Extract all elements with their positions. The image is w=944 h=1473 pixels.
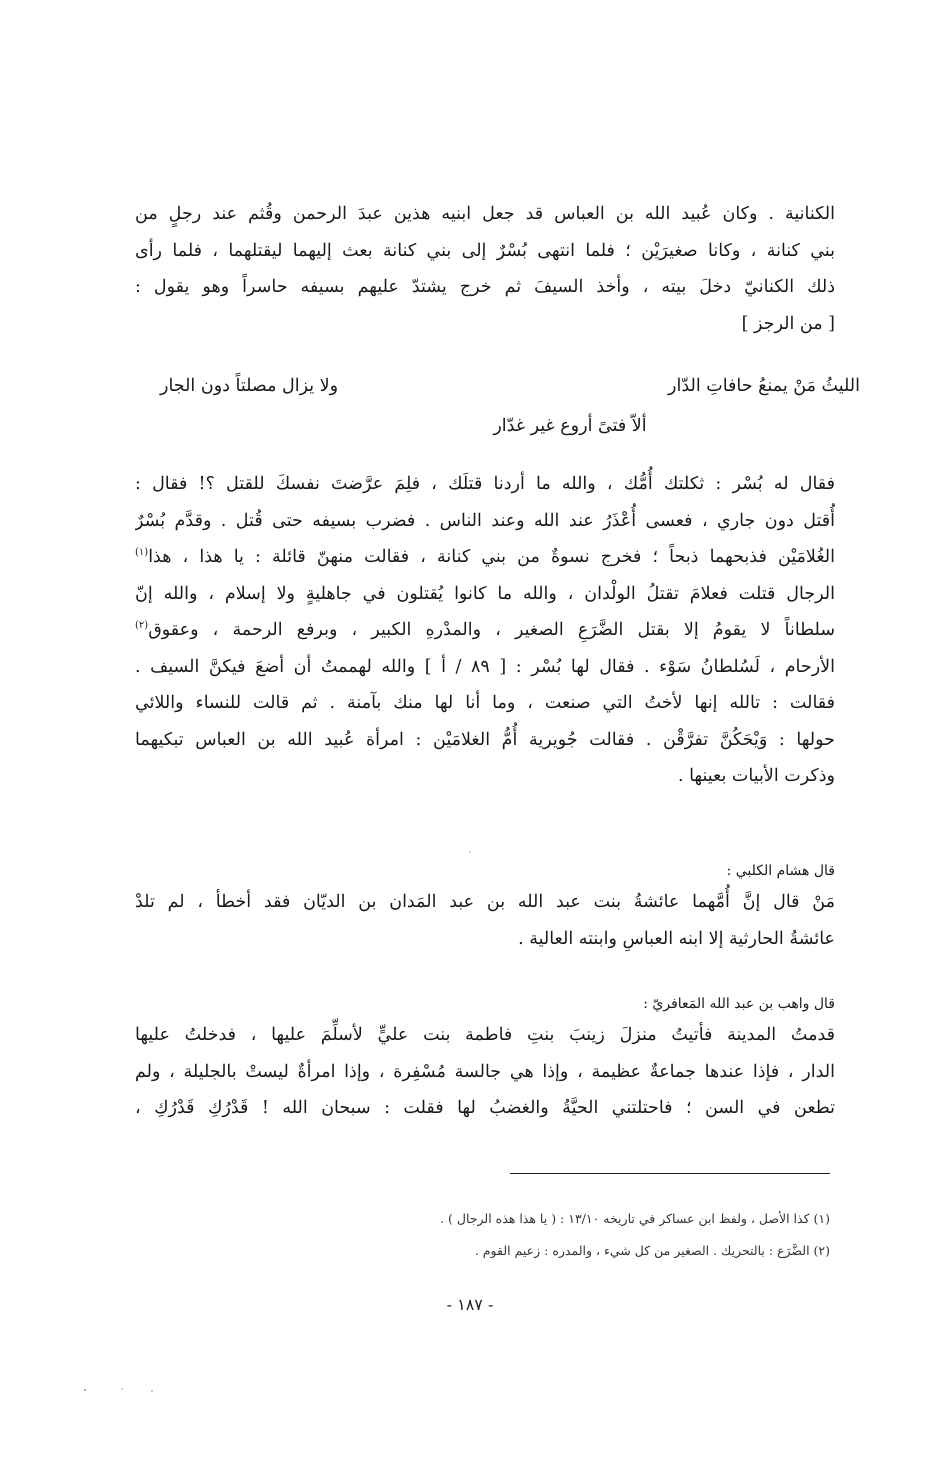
paragraph-2-line: الأرحام ، لَسُلطانُ سَوْء . فقال لها بُسْر : [ ٨٩ / أ ] والله لهممتُ أن أضعَ فيكنَّ السيف .	[135, 656, 835, 677]
page-number: - ١٨٧ -	[446, 1295, 494, 1314]
paragraph-1-line: الكنانية . وكان عُبيد الله بن العباس قد جعل ابنيه هذين عبدَ الرحمن وقُثم عند رجلٍ من	[135, 204, 835, 224]
section-line: الدار ، فإذا عندها جماعةٌ عظيمة ، وإذا هي جالسة مُسْفِرة ، وإذا امرأةٌ ليستْ بالجليلة ، ولم	[135, 1061, 835, 1082]
verse-hemistich-right: الليثُ مَنْ يمنعُ حافاتِ الدّار	[668, 376, 860, 396]
paragraph-2-text: الغُلامَيْن فذبحهما ذبحاً ؛ فخرج نسوةٌ من بني كنانة ، فقالت منهنّ قائلة : يا هذا ، هذا	[148, 547, 835, 567]
paragraph-1-line: ذلك الكنانيّ دخلَ بيته ، وأخذ السيفَ ثم خرج يشتدّ عليهم بسيفه حاسراً وهو يقول :	[135, 277, 835, 297]
meter-label: [ من الرجز ]	[741, 313, 835, 334]
paragraph-2-line: أُقتل دون جاري ، فعسى أُعْذَرُ عند الله وعند الناس . فضرب بسيفه حتى قُتل . وقدَّم بُسْرٌ	[135, 510, 835, 531]
paragraph-2-line: وذكرت الأبيات بعينها .	[677, 766, 835, 786]
section-line: قدمتُ المدينة فأتيتُ منزلَ زينبَ بنتِ فاطمة بنت عليٍّ لأسلِّمَ عليها ، فدخلتُ عليها	[135, 1025, 835, 1045]
section-line: تطعن في السن ؛ فاحتلتني الحيَّةُ والغضبُ لها فقلت : سبحان الله ! قَدْرُكِ قَدْرُكِ ،	[135, 1098, 835, 1118]
paragraph-1-line: بني كنانة ، وكانا صغيرَيْن ؛ فلما انتهى بُسْرٌ إلى بني كنانة بعث إليهما ليقتلهما ، فلما رأى	[135, 240, 835, 261]
section-heading: قال هشام الكلبي :	[726, 863, 835, 879]
verse-hemistich-left: ولا يزال مصلتاً دون الجار	[160, 376, 339, 396]
paragraph-2-line: فقالت : تالله إنها لأختُ التي صنعت ، وما أنا لها منك بآمنة . ثم قالت للنساء واللائي	[135, 693, 835, 713]
footnote-ref-2: (٢)	[135, 620, 149, 632]
footnote: (١) كذا الأصل ، ولفظ ابن عساكر في تاريخه ١٣/١٠ : ( يا هذا هذه الرجال ) .	[440, 1211, 830, 1226]
footnote: (٢) الضَّرَع : بالتحريك . الصغير من كل شيء ، والمدره : زعيم القوم .	[474, 1243, 830, 1258]
paragraph-2-line: الرجال قتلت فعلامَ تقتلُ الولْدان ، والله ما كانوا يُقتلون في جاهليةٍ ولا إسلام ، والله إنّ	[135, 583, 835, 604]
section-heading: قال واهب بن عبد الله المَعافريّ :	[643, 996, 835, 1012]
section-line: عائشةُ الحارثية إلا ابنه العباسِ وابنته العالية .	[518, 928, 835, 949]
paragraph-2-line: حولها : وَيْحَكُنَّ تفرَّقْن . فقالت جُويرية أُمُّ الغلامَيْن : امرأة عُبيد الله بن العباس تبكيهما	[135, 729, 835, 750]
verse-line-2: ألاّ فتىً أروع غير غدّار	[493, 416, 647, 436]
footnote-ref-1: (١)	[135, 547, 149, 559]
paragraph-2-text: سلطاناً لا يقومُ إلا بقتل الضَّرَعِ الصغير ، والمدْرهِ الكبير ، وبرفع الرحمة ، وعقوق	[148, 620, 835, 640]
paragraph-2-line: فقال له بُسْر : ثكلتك أُمُّك ، والله ما أردنا قتلَك ، فلِمَ عرَّضتَ نفسكَ للقتل ؟! فقال :	[135, 474, 835, 494]
section-line: مَنْ قال إنَّ أُمَّهما عائشةُ بنت عبد الله بن عبد المَدان بن الديّان فقد أخطأ ، لم تلدْ	[135, 892, 835, 912]
